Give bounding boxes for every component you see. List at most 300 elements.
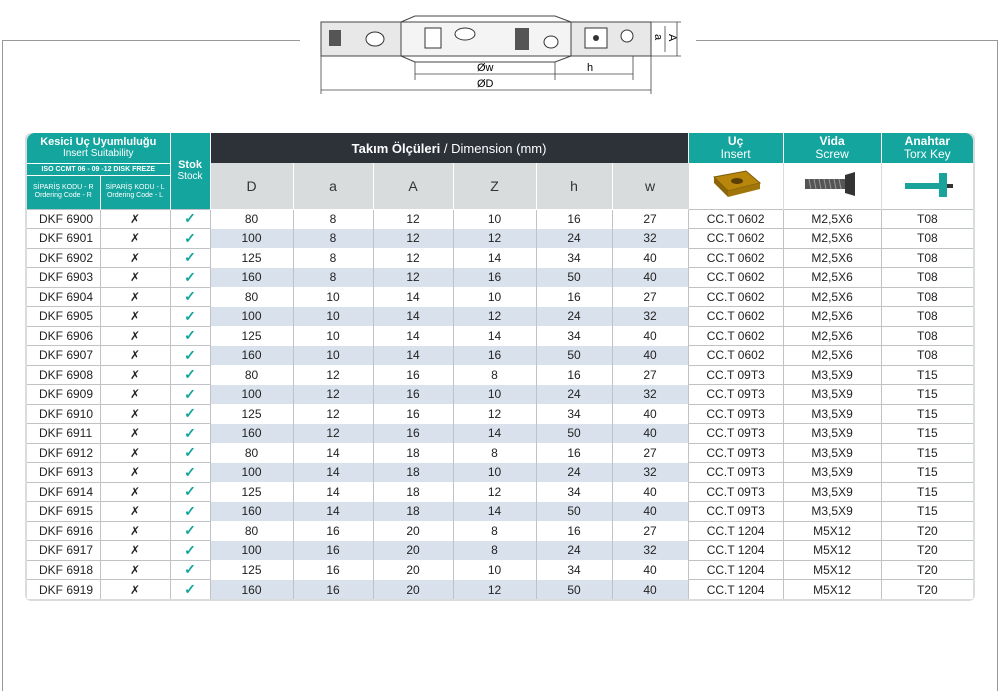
dim-col-A: A	[373, 163, 453, 209]
screw-code-cell: M2,5X6	[783, 248, 881, 268]
screw-code-cell: M3,5X9	[783, 424, 881, 444]
key-code-cell: T08	[881, 268, 973, 288]
screw-code-cell: M5X12	[783, 521, 881, 541]
dim-h-cell: 50	[536, 502, 612, 522]
dim-D-cell: 100	[210, 229, 293, 249]
dim-A-cell: 14	[373, 326, 453, 346]
dim-col-w: w	[612, 163, 688, 209]
stock-status-cell: ✓	[170, 502, 210, 522]
dim-a-cell: 10	[293, 326, 373, 346]
left-hand-availability-cell: ✗	[100, 463, 170, 483]
order-code-cell: DKF 6906	[27, 326, 100, 346]
key-code-cell: T20	[881, 580, 973, 600]
key-code-cell: T08	[881, 229, 973, 249]
dim-h-cell: 50	[536, 580, 612, 600]
screw-header-tr: Vida	[819, 134, 845, 148]
dim-w-cell: 40	[612, 560, 688, 580]
stock-header-tr: Stok	[178, 159, 202, 172]
dim-Z-cell: 10	[453, 209, 536, 229]
order-code-cell: DKF 6913	[27, 463, 100, 483]
dim-w-cell: 40	[612, 580, 688, 600]
dim-w-cell: 40	[612, 248, 688, 268]
dim-Z-cell: 10	[453, 287, 536, 307]
order-code-cell: DKF 6901	[27, 229, 100, 249]
dim-h-cell: 24	[536, 385, 612, 405]
key-code-cell: T15	[881, 385, 973, 405]
dim-w-cell: 40	[612, 502, 688, 522]
order-code-l-header	[100, 175, 170, 209]
dim-D-cell: 160	[210, 346, 293, 366]
dim-D-cell: 125	[210, 248, 293, 268]
dim-D-cell: 160	[210, 502, 293, 522]
left-hand-availability-cell: ✗	[100, 229, 170, 249]
dim-label-w: Øw	[477, 62, 494, 74]
dim-Z-cell: 14	[453, 326, 536, 346]
insert-spec: ISO CCMT 06 - 09 -12 DISK FREZE	[27, 163, 170, 175]
dim-col-D: D	[210, 163, 293, 209]
dim-label-A: A	[666, 34, 678, 42]
dim-a-cell: 14	[293, 482, 373, 502]
left-hand-availability-cell: ✗	[100, 307, 170, 327]
screw-code-cell: M3,5X9	[783, 385, 881, 405]
insert-code-cell: CC.T 1204	[688, 580, 783, 600]
dim-A-cell: 12	[373, 229, 453, 249]
dim-w-cell: 27	[612, 287, 688, 307]
dim-h-cell: 24	[536, 307, 612, 327]
dim-A-cell: 14	[373, 346, 453, 366]
order-code-cell: DKF 6915	[27, 502, 100, 522]
dim-A-cell: 18	[373, 502, 453, 522]
table-row	[27, 424, 973, 444]
order-code-cell: DKF 6917	[27, 541, 100, 561]
dim-Z-cell: 12	[453, 580, 536, 600]
dim-Z-cell: 14	[453, 424, 536, 444]
order-code-cell: DKF 6914	[27, 482, 100, 502]
table-row	[27, 209, 973, 229]
stock-status-cell: ✓	[170, 307, 210, 327]
dim-a-cell: 8	[293, 248, 373, 268]
key-code-cell: T20	[881, 541, 973, 561]
order-code-cell: DKF 6907	[27, 346, 100, 366]
insert-code-cell: CC.T 0602	[688, 209, 783, 229]
dim-D-cell: 125	[210, 560, 293, 580]
key-code-cell: T15	[881, 404, 973, 424]
screw-icon	[797, 167, 867, 201]
stock-status-cell: ✓	[170, 287, 210, 307]
dim-D-cell: 125	[210, 482, 293, 502]
dim-h-cell: 16	[536, 287, 612, 307]
key-image	[881, 163, 973, 209]
dim-A-cell: 20	[373, 521, 453, 541]
order-code-cell: DKF 6900	[27, 209, 100, 229]
dim-w-cell: 32	[612, 463, 688, 483]
left-hand-availability-cell: ✗	[100, 404, 170, 424]
key-code-cell: T08	[881, 287, 973, 307]
dim-D-cell: 80	[210, 521, 293, 541]
insert-code-cell: CC.T 0602	[688, 287, 783, 307]
dim-h-cell: 34	[536, 560, 612, 580]
table-row	[27, 443, 973, 463]
key-code-cell: T08	[881, 346, 973, 366]
dim-Z-cell: 10	[453, 385, 536, 405]
key-code-cell: T20	[881, 521, 973, 541]
dim-w-cell: 40	[612, 404, 688, 424]
dimension-title-en: Dimension (mm)	[451, 140, 547, 156]
dim-a-cell: 16	[293, 580, 373, 600]
left-hand-availability-cell: ✗	[100, 443, 170, 463]
table-row	[27, 346, 973, 366]
table-row	[27, 268, 973, 288]
table-row	[27, 385, 973, 405]
key-header-tr: Anahtar	[904, 134, 951, 148]
table-row	[27, 463, 973, 483]
dimension-title-tr: Takım Ölçüleri	[351, 140, 441, 156]
stock-status-cell: ✓	[170, 346, 210, 366]
stock-status-cell: ✓	[170, 541, 210, 561]
dim-w-cell: 32	[612, 541, 688, 561]
dim-a-cell: 16	[293, 521, 373, 541]
table-row	[27, 482, 973, 502]
dim-h-cell: 24	[536, 463, 612, 483]
dim-w-cell: 27	[612, 521, 688, 541]
left-hand-availability-cell: ✗	[100, 424, 170, 444]
dim-D-cell: 80	[210, 287, 293, 307]
key-header-en: Torx Key	[904, 147, 951, 161]
stock-header	[170, 133, 210, 209]
table-row	[27, 287, 973, 307]
left-hand-availability-cell: ✗	[100, 482, 170, 502]
dim-w-cell: 27	[612, 443, 688, 463]
order-code-cell: DKF 6909	[27, 385, 100, 405]
insert-code-cell: CC.T 09T3	[688, 424, 783, 444]
screw-code-cell: M2,5X6	[783, 229, 881, 249]
dim-a-cell: 12	[293, 424, 373, 444]
dim-D-cell: 80	[210, 443, 293, 463]
table-row	[27, 365, 973, 385]
dim-D-cell: 125	[210, 326, 293, 346]
dim-h-cell: 24	[536, 229, 612, 249]
screw-code-cell: M3,5X9	[783, 463, 881, 483]
left-hand-availability-cell: ✗	[100, 287, 170, 307]
left-hand-availability-cell: ✗	[100, 541, 170, 561]
dim-Z-cell: 10	[453, 463, 536, 483]
left-hand-availability-cell: ✗	[100, 385, 170, 405]
insert-code-cell: CC.T 09T3	[688, 365, 783, 385]
insert-suitability-subtitle: Insert Suitability	[62, 148, 134, 160]
dim-a-cell: 14	[293, 463, 373, 483]
screw-code-cell: M2,5X6	[783, 307, 881, 327]
dim-w-cell: 40	[612, 268, 688, 288]
dim-A-cell: 12	[373, 268, 453, 288]
insert-icon	[706, 167, 766, 201]
order-code-r-en: Ordering Code - R	[34, 192, 92, 199]
table-row	[27, 326, 973, 346]
order-code-cell: DKF 6904	[27, 287, 100, 307]
insert-code-cell: CC.T 09T3	[688, 404, 783, 424]
dim-D-cell: 100	[210, 307, 293, 327]
dim-a-cell: 12	[293, 385, 373, 405]
dim-h-cell: 24	[536, 541, 612, 561]
dim-A-cell: 16	[373, 385, 453, 405]
key-code-cell: T08	[881, 209, 973, 229]
dim-w-cell: 32	[612, 385, 688, 405]
dim-Z-cell: 12	[453, 404, 536, 424]
insert-code-cell: CC.T 1204	[688, 521, 783, 541]
screw-code-cell: M3,5X9	[783, 443, 881, 463]
stock-status-cell: ✓	[170, 385, 210, 405]
stock-status-cell: ✓	[170, 404, 210, 424]
insert-code-cell: CC.T 0602	[688, 229, 783, 249]
dim-D-cell: 100	[210, 541, 293, 561]
dim-h-cell: 34	[536, 404, 612, 424]
table-row	[27, 404, 973, 424]
stock-status-cell: ✓	[170, 580, 210, 600]
dim-A-cell: 20	[373, 580, 453, 600]
stock-header-en: Stock	[177, 171, 203, 183]
stock-status-cell: ✓	[170, 443, 210, 463]
order-code-cell: DKF 6910	[27, 404, 100, 424]
order-code-cell: DKF 6912	[27, 443, 100, 463]
dim-a-cell: 14	[293, 443, 373, 463]
dim-w-cell: 40	[612, 424, 688, 444]
order-code-cell: DKF 6918	[27, 560, 100, 580]
insert-header-tr: Uç	[727, 134, 744, 148]
dimension-header	[210, 133, 688, 163]
dim-A-cell: 18	[373, 443, 453, 463]
left-hand-availability-cell: ✗	[100, 502, 170, 522]
insert-code-cell: CC.T 0602	[688, 248, 783, 268]
key-code-cell: T15	[881, 502, 973, 522]
dim-h-cell: 16	[536, 443, 612, 463]
key-code-cell: T20	[881, 560, 973, 580]
screw-code-cell: M2,5X6	[783, 287, 881, 307]
insert-code-cell: CC.T 0602	[688, 326, 783, 346]
dim-h-cell: 34	[536, 248, 612, 268]
dim-Z-cell: 8	[453, 521, 536, 541]
dim-A-cell: 16	[373, 424, 453, 444]
screw-code-cell: M2,5X6	[783, 268, 881, 288]
order-code-r-header	[27, 175, 100, 209]
left-hand-availability-cell: ✗	[100, 209, 170, 229]
table-row	[27, 541, 973, 561]
insert-suitability-title: Kesici Uç Uyumluluğu	[40, 136, 157, 149]
key-code-cell: T08	[881, 248, 973, 268]
dim-A-cell: 20	[373, 541, 453, 561]
order-code-cell: DKF 6902	[27, 248, 100, 268]
table-row	[27, 502, 973, 522]
table-row	[27, 560, 973, 580]
dim-a-cell: 12	[293, 365, 373, 385]
dim-col-Z: Z	[453, 163, 536, 209]
order-code-cell: DKF 6905	[27, 307, 100, 327]
dim-h-cell: 34	[536, 326, 612, 346]
dim-w-cell: 27	[612, 209, 688, 229]
dim-w-cell: 32	[612, 307, 688, 327]
dimension-title-sep: /	[440, 140, 452, 156]
screw-header-en: Screw	[815, 147, 849, 161]
stock-status-cell: ✓	[170, 560, 210, 580]
insert-code-cell: CC.T 09T3	[688, 482, 783, 502]
order-code-l-en: Ordering Code - L	[106, 192, 164, 199]
key-code-cell: T08	[881, 326, 973, 346]
dim-Z-cell: 14	[453, 502, 536, 522]
dim-col-h: h	[536, 163, 612, 209]
stock-status-cell: ✓	[170, 424, 210, 444]
dim-Z-cell: 10	[453, 560, 536, 580]
dim-A-cell: 14	[373, 287, 453, 307]
product-table	[27, 133, 973, 599]
stock-status-cell: ✓	[170, 326, 210, 346]
dim-a-cell: 8	[293, 268, 373, 288]
stock-status-cell: ✓	[170, 482, 210, 502]
screw-code-cell: M3,5X9	[783, 502, 881, 522]
dim-A-cell: 18	[373, 482, 453, 502]
dim-w-cell: 27	[612, 365, 688, 385]
dim-Z-cell: 12	[453, 307, 536, 327]
dim-h-cell: 50	[536, 268, 612, 288]
dim-Z-cell: 14	[453, 248, 536, 268]
dim-h-cell: 16	[536, 209, 612, 229]
dim-a-cell: 16	[293, 541, 373, 561]
table-row	[27, 580, 973, 600]
stock-status-cell: ✓	[170, 229, 210, 249]
dim-h-cell: 34	[536, 482, 612, 502]
dim-D-cell: 160	[210, 580, 293, 600]
dim-Z-cell: 12	[453, 229, 536, 249]
dim-A-cell: 16	[373, 404, 453, 424]
dim-w-cell: 40	[612, 326, 688, 346]
insert-code-cell: CC.T 0602	[688, 307, 783, 327]
key-code-cell: T15	[881, 463, 973, 483]
left-hand-availability-cell: ✗	[100, 365, 170, 385]
dim-D-cell: 160	[210, 424, 293, 444]
left-hand-availability-cell: ✗	[100, 521, 170, 541]
order-code-cell: DKF 6908	[27, 365, 100, 385]
screw-code-cell: M3,5X9	[783, 404, 881, 424]
dim-a-cell: 16	[293, 560, 373, 580]
screw-code-cell: M5X12	[783, 541, 881, 561]
dim-h-cell: 16	[536, 365, 612, 385]
screw-code-cell: M2,5X6	[783, 346, 881, 366]
insert-code-cell: CC.T 09T3	[688, 443, 783, 463]
dim-D-cell: 160	[210, 268, 293, 288]
insert-code-cell: CC.T 0602	[688, 346, 783, 366]
dim-D-cell: 100	[210, 463, 293, 483]
key-code-cell: T15	[881, 482, 973, 502]
dim-w-cell: 40	[612, 482, 688, 502]
key-code-cell: T15	[881, 424, 973, 444]
screw-code-cell: M5X12	[783, 560, 881, 580]
table-row	[27, 248, 973, 268]
dim-Z-cell: 12	[453, 482, 536, 502]
cutter-technical-drawing	[315, 14, 685, 110]
insert-image	[688, 163, 783, 209]
table-row	[27, 229, 973, 249]
left-hand-availability-cell: ✗	[100, 580, 170, 600]
dim-A-cell: 20	[373, 560, 453, 580]
dim-D-cell: 125	[210, 404, 293, 424]
left-hand-availability-cell: ✗	[100, 560, 170, 580]
dim-a-cell: 12	[293, 404, 373, 424]
screw-header	[783, 133, 881, 163]
stock-status-cell: ✓	[170, 209, 210, 229]
dim-col-a: a	[293, 163, 373, 209]
order-code-cell: DKF 6911	[27, 424, 100, 444]
dim-D-cell: 100	[210, 385, 293, 405]
screw-code-cell: M3,5X9	[783, 482, 881, 502]
dim-label-h: h	[587, 62, 594, 74]
order-code-l-tr: SİPARİŞ KODU - L	[105, 184, 165, 191]
dim-h-cell: 50	[536, 424, 612, 444]
dim-w-cell: 32	[612, 229, 688, 249]
dim-label-D: ØD	[477, 78, 494, 90]
insert-code-cell: CC.T 09T3	[688, 385, 783, 405]
dim-Z-cell: 8	[453, 443, 536, 463]
dim-Z-cell: 8	[453, 541, 536, 561]
dim-A-cell: 12	[373, 248, 453, 268]
insert-header	[688, 133, 783, 163]
screw-code-cell: M2,5X6	[783, 326, 881, 346]
key-header	[881, 133, 973, 163]
dim-h-cell: 16	[536, 521, 612, 541]
dim-Z-cell: 8	[453, 365, 536, 385]
dim-Z-cell: 16	[453, 346, 536, 366]
dim-a-cell: 8	[293, 209, 373, 229]
dim-a-cell: 10	[293, 287, 373, 307]
dim-A-cell: 16	[373, 365, 453, 385]
insert-suitability-header	[27, 133, 170, 163]
order-code-cell: DKF 6916	[27, 521, 100, 541]
left-hand-availability-cell: ✗	[100, 346, 170, 366]
dim-a-cell: 14	[293, 502, 373, 522]
dim-h-cell: 50	[536, 346, 612, 366]
stock-status-cell: ✓	[170, 521, 210, 541]
screw-code-cell: M5X12	[783, 580, 881, 600]
insert-code-cell: CC.T 1204	[688, 541, 783, 561]
key-code-cell: T15	[881, 443, 973, 463]
dim-A-cell: 14	[373, 307, 453, 327]
stock-status-cell: ✓	[170, 268, 210, 288]
order-code-r-tr: SİPARİŞ KODU - R	[32, 184, 94, 191]
screw-image	[783, 163, 881, 209]
dim-D-cell: 80	[210, 365, 293, 385]
insert-code-cell: CC.T 0602	[688, 268, 783, 288]
screw-code-cell: M3,5X9	[783, 365, 881, 385]
screw-code-cell: M2,5X6	[783, 209, 881, 229]
table-row	[27, 307, 973, 327]
dim-label-a: a	[652, 34, 664, 41]
dim-w-cell: 40	[612, 346, 688, 366]
dim-A-cell: 12	[373, 209, 453, 229]
dim-a-cell: 10	[293, 346, 373, 366]
torx-key-icon	[897, 167, 957, 201]
dim-a-cell: 10	[293, 307, 373, 327]
dim-Z-cell: 16	[453, 268, 536, 288]
stock-status-cell: ✓	[170, 248, 210, 268]
key-code-cell: T15	[881, 365, 973, 385]
dim-a-cell: 8	[293, 229, 373, 249]
insert-code-cell: CC.T 09T3	[688, 502, 783, 522]
left-hand-availability-cell: ✗	[100, 248, 170, 268]
left-hand-availability-cell: ✗	[100, 326, 170, 346]
insert-code-cell: CC.T 09T3	[688, 463, 783, 483]
dim-D-cell: 80	[210, 209, 293, 229]
table-row	[27, 521, 973, 541]
left-hand-availability-cell: ✗	[100, 268, 170, 288]
stock-status-cell: ✓	[170, 365, 210, 385]
order-code-cell: DKF 6919	[27, 580, 100, 600]
key-code-cell: T08	[881, 307, 973, 327]
